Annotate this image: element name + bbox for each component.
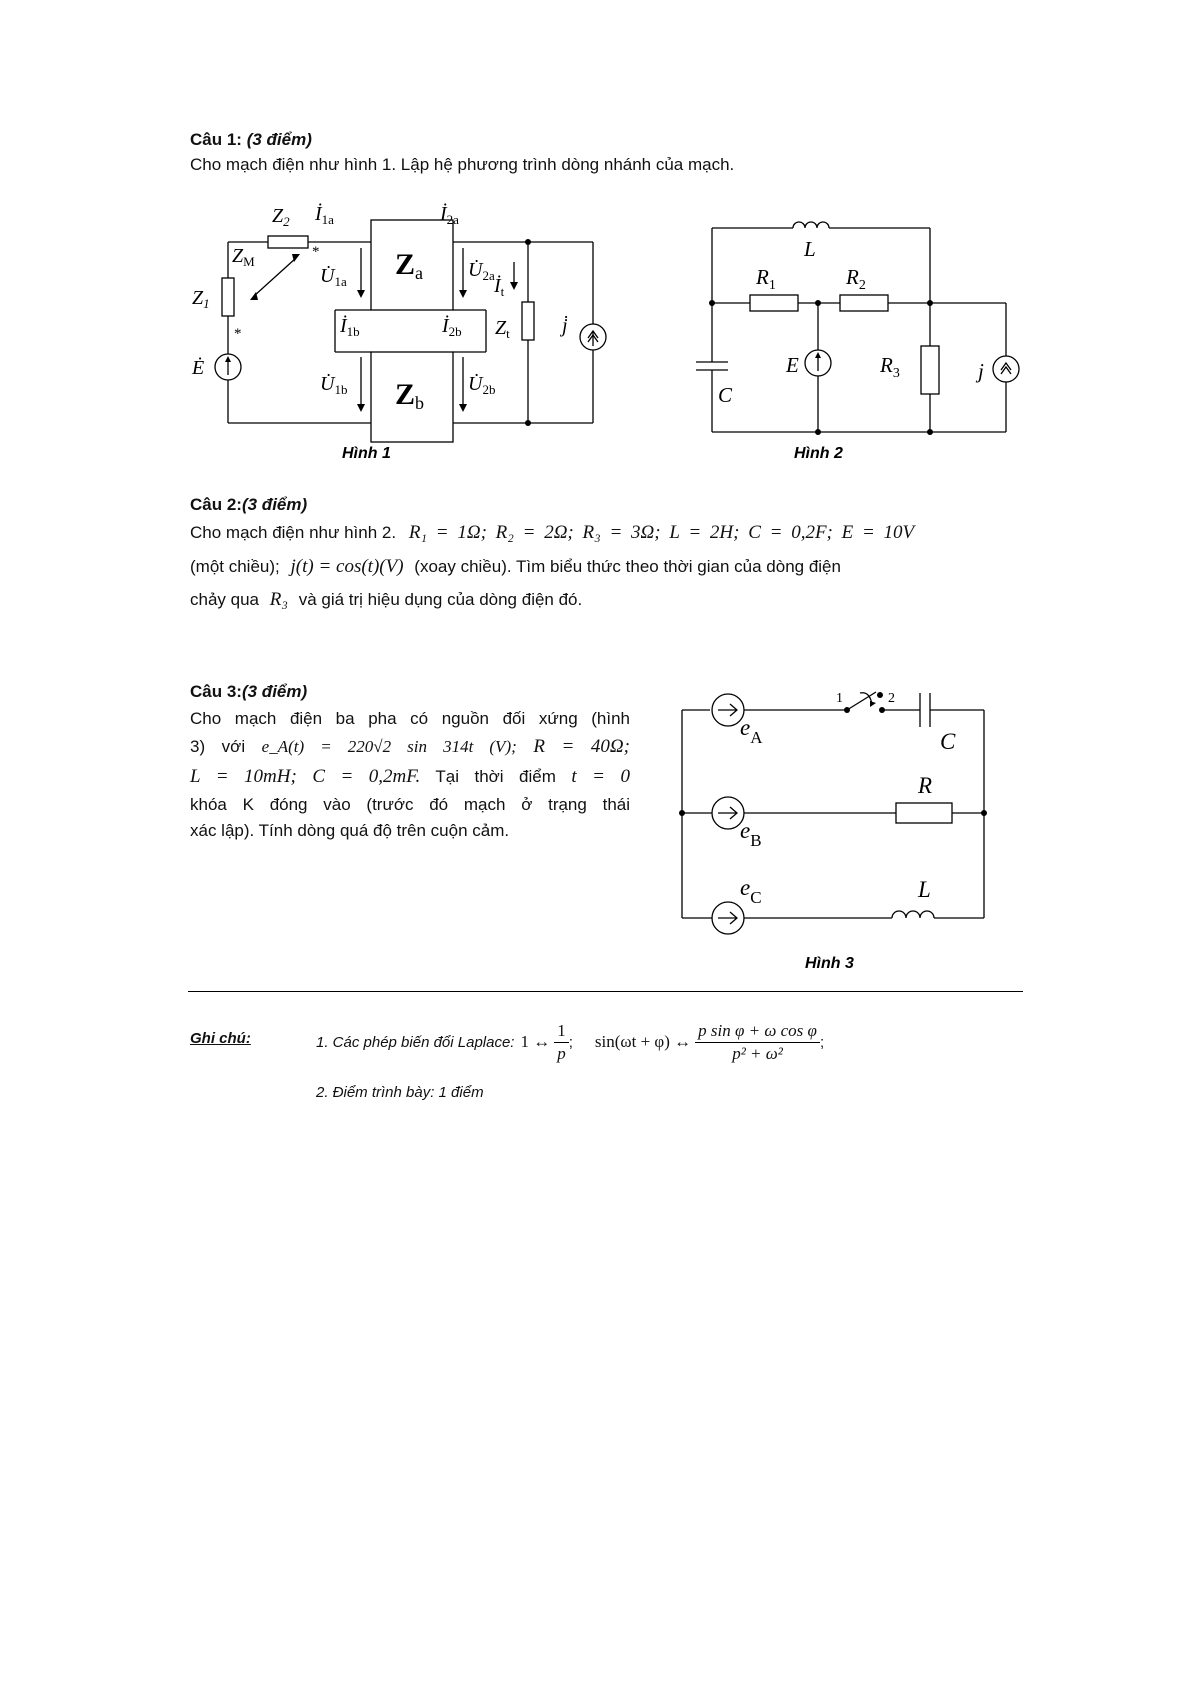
fig2-r1-label: $R_1$	[756, 265, 776, 293]
fig3-l-label: L	[918, 877, 931, 902]
fig2-e-label: E	[786, 353, 799, 377]
q2-line3-post: và giá trị hiệu dụng của dòng điện đó.	[298, 590, 583, 609]
q2-line1-math: R₁ = 1Ω; R₂ = 2Ω; R₃ = 3Ω; L = 2H; C = 0,2F; E = 10V	[408, 522, 915, 543]
q3-line3-text: Tại thời điểm	[435, 767, 556, 786]
figure-2	[688, 200, 1023, 470]
notes-item1-frac2	[695, 1020, 820, 1065]
notes-item1-sep: ;	[568, 1033, 573, 1051]
fig1-it-label: $İ_t$	[494, 275, 505, 299]
fig1-zm-label: $Z_M$	[232, 245, 255, 269]
q2-title: Câu 2:	[190, 495, 242, 514]
notes-label: Ghi chú:	[190, 1030, 251, 1047]
q2-line1-text: Cho mạch điện như hình 2.	[190, 523, 397, 542]
fig3-r-label: R	[918, 773, 933, 798]
q1-points: (3 điểm)	[246, 130, 312, 149]
figure-1	[190, 190, 620, 470]
q3-body	[190, 706, 630, 844]
notes-frac1-den: p	[557, 1043, 566, 1063]
q3-title: Câu 3:	[190, 682, 242, 701]
fig1-i1b-label: $İ_{1b}$	[340, 315, 360, 339]
fig1-z1-label: $Z_1$	[192, 287, 210, 311]
q2-line-3	[190, 587, 582, 613]
q3-line3-math2: C = 0,2mF.	[312, 766, 421, 787]
notes-item1-lhs1: 1 ↔	[520, 1032, 551, 1051]
fig2-r3-label: $R_3$	[880, 353, 900, 381]
fig1-caption: Hình 1	[342, 445, 391, 462]
fig2-caption: Hình 2	[794, 445, 843, 462]
fig1-e-label: Ė	[192, 357, 205, 379]
fig1-star-left: *	[234, 326, 242, 342]
notes-item1-frac1	[554, 1020, 569, 1065]
fig2-r2-label: $R_2$	[846, 265, 866, 293]
fig1-u2b-label: $U̇_{2b}$	[468, 373, 496, 397]
q1-heading	[190, 130, 312, 150]
fig3-ea-label: $e_A$	[740, 715, 763, 747]
q2-line3-pre: chảy qua	[190, 590, 259, 609]
q3-line3-math1: L = 10mH;	[190, 766, 297, 787]
fig3-eb-label: $e_B$	[740, 818, 762, 850]
q3-line2-math2: R = 40Ω;	[533, 736, 630, 757]
fig1-u2a-label: $U̇_{2a}$	[468, 259, 495, 283]
fig1-i2a-label: $İ_{2a}$	[440, 203, 459, 227]
q3-points: (3 điểm)	[241, 682, 308, 701]
notes-item1-end: ;	[819, 1033, 825, 1051]
q2-line3-math: R₃	[269, 589, 288, 610]
fig1-star-top: *	[312, 244, 320, 260]
q1-text: Cho mạch điện như hình 1. Lập hệ phương trình dòng nhánh của mạch.	[190, 155, 735, 174]
fig2-l-label: L	[804, 237, 816, 261]
q3-line-1: Cho mạch điện ba pha có nguồn đối xứng (hình	[190, 709, 630, 728]
fig1-zb-label: Zb	[395, 378, 425, 413]
fig2-j-label: j	[978, 359, 984, 383]
q2-line-1	[190, 520, 914, 546]
notes-item-2: 2. Điểm trình bày: 1 điểm	[316, 1084, 484, 1101]
fig1-i2b-label: $İ_{2b}$	[442, 315, 462, 339]
notes-item-1	[316, 1014, 824, 1070]
q2-heading	[190, 495, 307, 515]
q3-line3-math3: t = 0	[571, 766, 630, 787]
notes-item1-text: 1. Các phép biến đổi Laplace:	[316, 1033, 515, 1051]
fig1-u1b-label: $U̇_{1b}$	[320, 373, 348, 397]
fig1-z2-label: $Z_2$	[272, 205, 290, 229]
fig1-i1a-label: $İ_{1a}$	[315, 203, 334, 227]
section-divider	[188, 991, 1023, 992]
notes-frac2-den: p² + ω²	[732, 1043, 783, 1063]
q1-title: Câu 1:	[190, 130, 242, 149]
q2-line-2	[190, 554, 841, 580]
figure-3	[670, 675, 1005, 980]
fig3-switch-2: 2	[888, 691, 895, 706]
q3-line-2	[190, 732, 630, 762]
notes-item1-lhs2: sin(ωt + φ) ↔	[594, 1032, 692, 1051]
fig1-za-label: Za	[395, 248, 424, 283]
fig1-u1a-label: $U̇_{1a}$	[320, 265, 347, 289]
notes-frac1-num: 1	[554, 1020, 569, 1043]
q2-line2-math: j(t) = cos(t)(V)	[290, 556, 404, 577]
q2-line2-pre: (một chiều);	[190, 557, 280, 576]
q3-line-4: khóa K đóng vào (trước đó mạch ở trạng thái	[190, 795, 630, 814]
q3-heading	[190, 682, 307, 702]
notes-frac2-num: p sin φ + ω cos φ	[695, 1020, 820, 1043]
fig3-c-label: C	[940, 729, 956, 754]
q3-line-3	[190, 762, 630, 792]
q3-line2-pre: 3) với	[190, 737, 246, 756]
fig3-caption: Hình 3	[805, 955, 854, 972]
fig3-ec-label: $e_C$	[740, 875, 762, 907]
q3-line-5: xác lập). Tính dòng quá độ trên cuộn cảm.	[190, 821, 510, 840]
fig1-zt-label: $Z_t$	[495, 317, 510, 341]
q2-points: (3 điểm)	[241, 495, 308, 514]
fig3-switch-1: 1	[836, 691, 843, 706]
q2-line2-post: (xoay chiều). Tìm biểu thức theo thời gian của dòng điện	[414, 557, 841, 576]
fig1-j-label: j̇	[562, 315, 568, 337]
q3-line2-math1: e_A(t) = 220√2 sin 314t (V);	[261, 737, 517, 756]
fig2-c-label: C	[718, 383, 733, 407]
